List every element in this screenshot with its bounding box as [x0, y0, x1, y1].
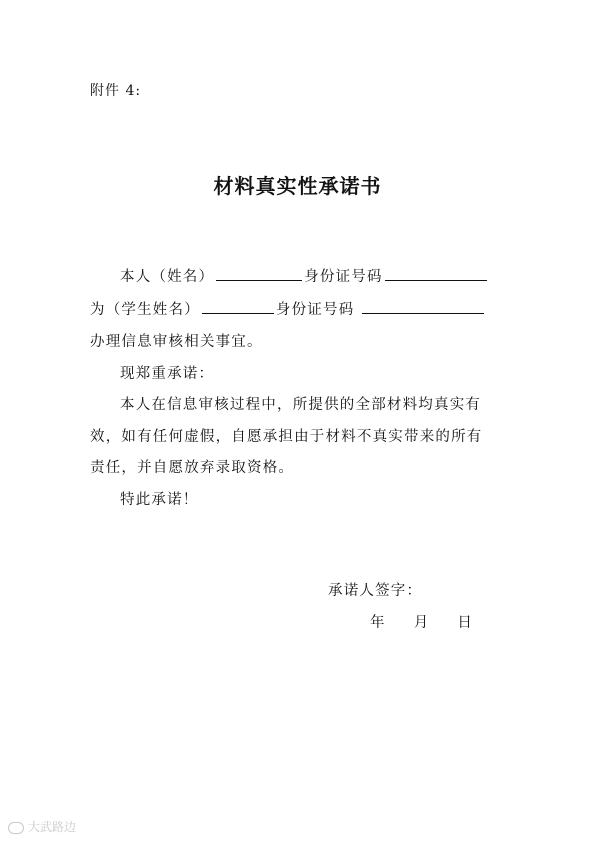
signature-label: 承诺人签字：: [328, 583, 423, 599]
pledge-line-3: 责任，并自愿放弃录取资格。: [90, 460, 295, 476]
form-line-student: [90, 298, 486, 319]
applicant-id-blank[interactable]: [385, 266, 487, 281]
applicant-id-label: 身份证号码: [304, 269, 383, 285]
date-year: 年: [370, 615, 386, 631]
watermark: [8, 818, 76, 835]
date-day: 日: [457, 615, 474, 631]
applicant-name-label: 本人（姓名）: [120, 269, 215, 285]
document-title: 材料真实性承诺书: [213, 174, 382, 198]
student-id-label: 身份证号码: [275, 302, 355, 318]
pledge-line-1: 本人在信息审核过程中，所提供的全部材料均真实有: [120, 397, 482, 413]
closing-statement: 特此承诺！: [120, 492, 199, 508]
student-id-blank[interactable]: [362, 299, 484, 314]
applicant-name-blank[interactable]: [216, 266, 302, 281]
watermark-text: 大武路边: [28, 820, 77, 834]
attachment-label: 附件 4:: [90, 83, 142, 99]
student-name-blank[interactable]: [202, 299, 274, 314]
solemn-statement: 现郑重承诺：: [120, 366, 215, 382]
date-line: [370, 611, 473, 632]
student-name-label: 为（学生姓名）: [90, 302, 200, 318]
watermark-logo-icon: [8, 822, 24, 834]
pledge-line-2: 效，如有任何虚假，自愿承担由于材料不真实带来的所有: [90, 429, 483, 445]
form-line-purpose: 办理信息审核相关事宜。: [90, 334, 263, 350]
form-line-applicant: [120, 265, 489, 286]
date-month: 月: [413, 615, 430, 631]
